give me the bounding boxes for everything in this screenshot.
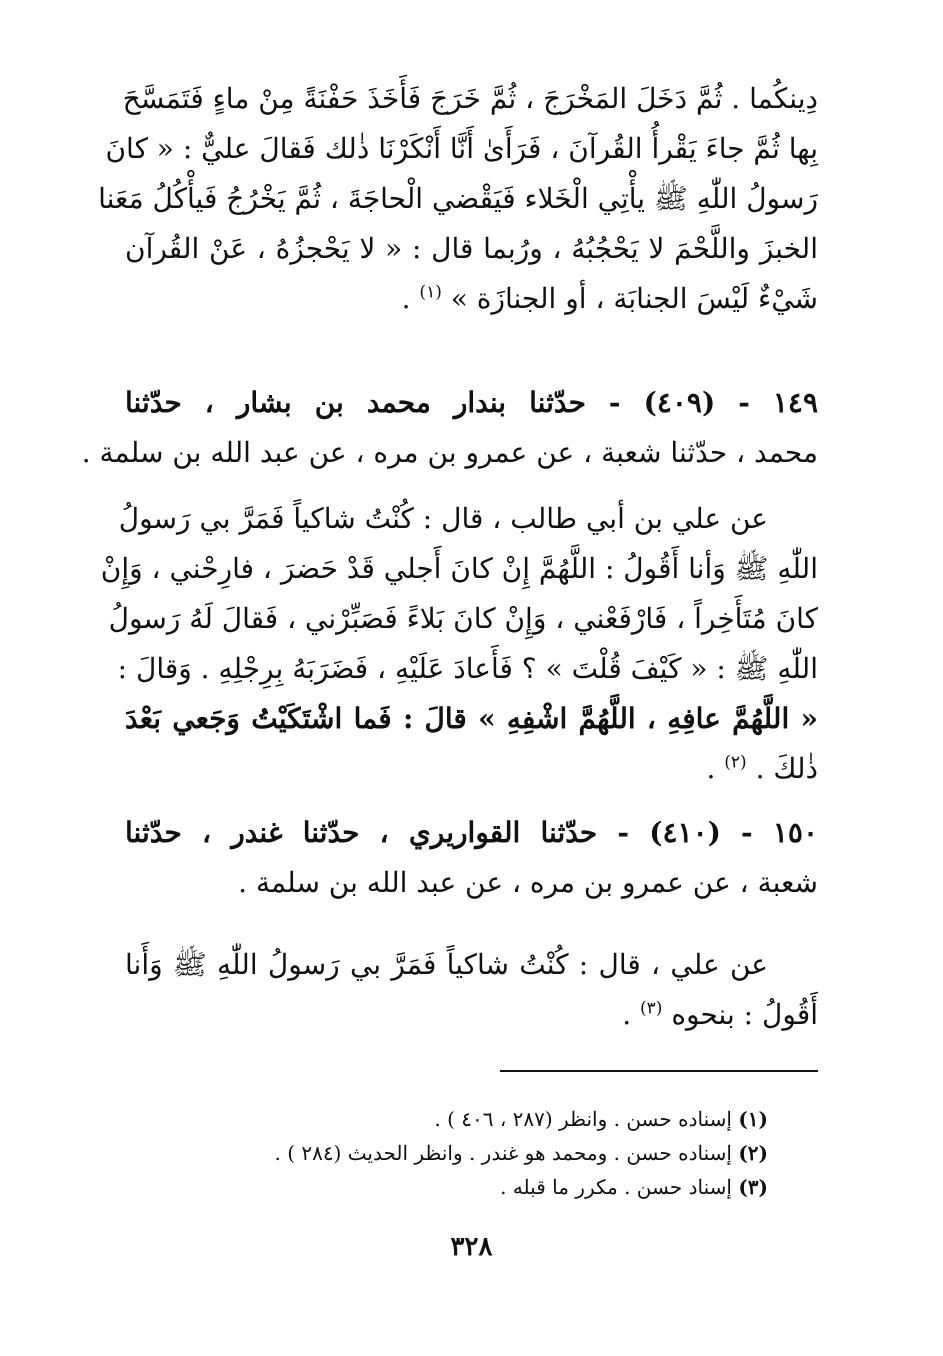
text-line-content: أَقُولُ : بنحوه xyxy=(671,998,818,1031)
hadith-number-line: ١٥٠ - (٤١٠) - حدّثنا القواريري ، حدّثنا غندر ، حدّثنا xyxy=(125,816,818,849)
footnote-text: إسناده حسن . ومحمد هو غندر . وانظر الحديث (٢٨٤ ) . xyxy=(274,1141,732,1165)
text-line-content: شَيْءٌ لَيْسَ الجنابَة ، أو الجنازَة » xyxy=(450,282,818,315)
text-line: « اللَّهُمَّ عافِهِ ، اللَّهُمَّ اشْفِهِ » قالَ : فَما اشْتَكَيْتُ وَجَعي بَعْدَ xyxy=(125,702,818,735)
footnote-number: (٣) xyxy=(738,1175,768,1199)
text-line-content: ذٰلكَ . xyxy=(755,752,818,785)
paragraph-3 xyxy=(100,494,818,794)
paragraph-hadith-150 xyxy=(125,808,818,908)
text-line: شعبة ، عن عمرو بن مره ، عن عبد الله بن سلمة . xyxy=(238,866,818,899)
text-line: عن علي بن أبي طالب ، قال : كُنْتُ شاكياً فَمَرَّ بي رَسولُ xyxy=(118,502,768,535)
text-line: محمد ، حدّثنا شعبة ، عن عمرو بن مره ، عن عبد الله بن سلمة . xyxy=(81,436,818,469)
text-line: الخبزَ واللَّحْمَ لا يَحْجُبُهُ ، ورُبما قال : « لا يَحْجزُهُ ، عَنْ القُرآن xyxy=(125,232,818,265)
text-line: بِها ثُمَّ جاءَ يَقْرأُ القُرآنَ ، فَرَأَىٰ أَنَّا أَنْكَرْنَا ذٰلك فَقالَ عليٌّ : « كانَ xyxy=(105,132,818,165)
text-line: اللّٰهِ ﷺ وَأنا أَقُولُ : اللَّهُمَّ إِنْ كانَ أَجلي قَدْ حَضرَ ، فارِحْني ، وَإِنْ xyxy=(100,552,818,585)
footnote-ref: (١) xyxy=(419,282,442,303)
text-line: ذٰلكَ . $^{(٢)}$ . xyxy=(706,752,818,785)
footnote-text: إسناده حسن . وانظر (٢٨٧ ، ٤٠٦ ) . xyxy=(434,1107,732,1131)
paragraph-1 xyxy=(98,74,818,324)
text-line: كانَ مُتَأَخِراً ، فَارْفَعْني ، وَإِنْ كانَ بَلاءً فَصَبِّرْني ، فَقالَ لَهُ رَسولُ xyxy=(108,602,818,635)
footnotes xyxy=(125,1102,768,1204)
text-line: شَيْءٌ لَيْسَ الجنابَة ، أو الجنازَة » $^{(١)}$ . xyxy=(401,282,818,315)
paragraph-5 xyxy=(125,940,818,1040)
footnote-1 xyxy=(125,1102,768,1136)
text-line: رَسولُ اللّٰهِ ﷺ يأْتِي الْخَلاء فَيَقْضي الْحاجَةَ ، ثُمَّ يَخْرُجُ فَيأْكُلُ مَعَنا xyxy=(98,182,818,215)
footnote-ref: (٣) xyxy=(640,998,663,1019)
text-line: عن علي ، قال : كُنْتُ شاكياً فَمَرَّ بي رَسولُ اللّٰهِ ﷺ وَأَنا xyxy=(125,948,768,981)
paragraph-hadith-149 xyxy=(81,378,819,478)
footnote-number: (١) xyxy=(738,1107,768,1131)
footnote-separator xyxy=(500,1070,818,1072)
footnote-text: إسناد حسن . مكرر ما قبله . xyxy=(500,1175,732,1199)
page-number: ٣٢٨ xyxy=(450,1232,493,1262)
hadith-number-line: ١٤٩ - (٤٠٩) - حدّثنا بندار محمد بن بشار ، حدّثنا xyxy=(125,386,819,419)
footnote-ref: (٢) xyxy=(724,752,747,773)
footnote-number: (٢) xyxy=(738,1141,768,1165)
text-line: دِينكُما . ثُمَّ دَخَلَ المَخْرَجَ ، ثُمَّ خَرَجَ فَأَخَذَ حَفْنَةً مِنْ ماءٍ فَتَمَسَّحَ xyxy=(122,82,818,115)
footnote-3 xyxy=(125,1170,768,1204)
footnote-2 xyxy=(125,1136,768,1170)
text-line: أَقُولُ : بنحوه $^{(٣)}$ . xyxy=(622,998,818,1031)
text-line: اللّٰهِ ﷺ : « كَيْفَ قُلْتَ » ؟ فَأَعادَ عَلَيْهِ ، فَضَرَبَهُ بِرِجْلِهِ . وَقالَ : xyxy=(117,652,818,685)
